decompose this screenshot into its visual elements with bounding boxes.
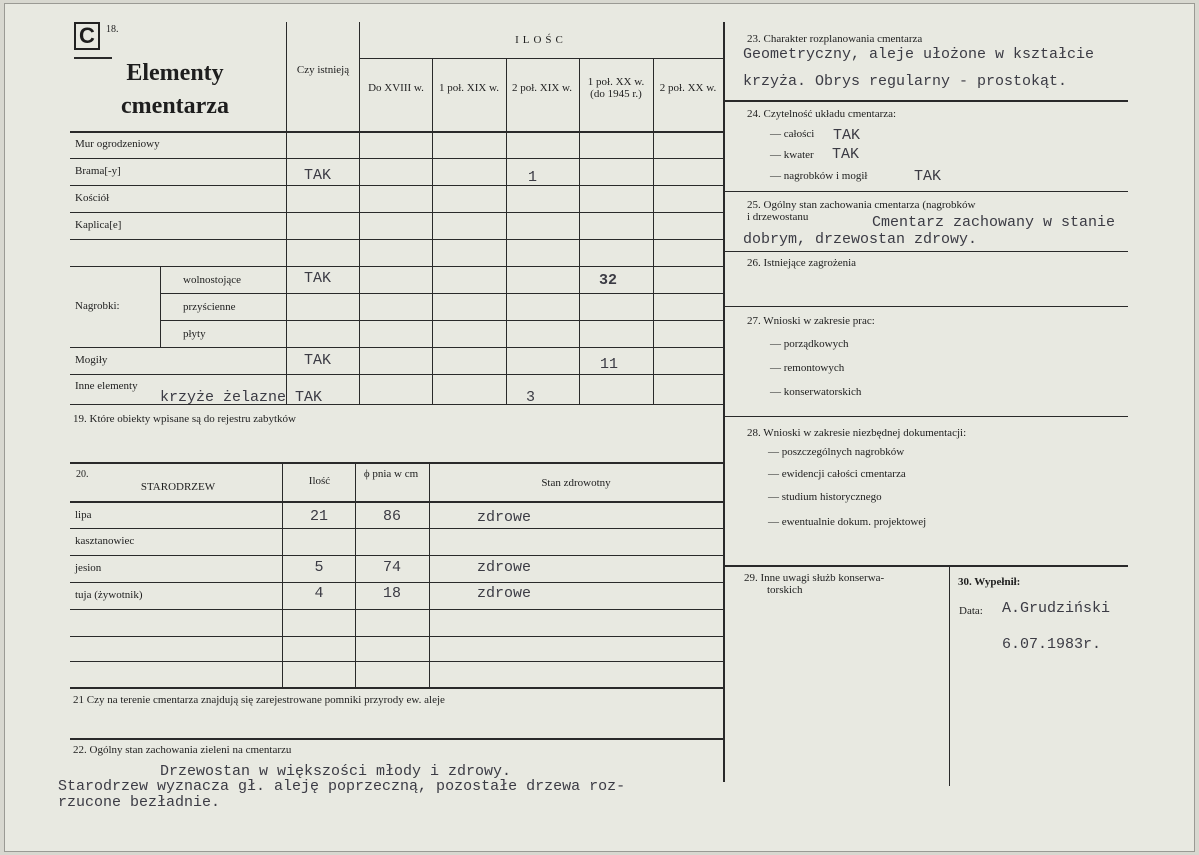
letter-underline bbox=[74, 57, 112, 59]
title-line-2: cmentarza bbox=[121, 93, 229, 119]
section-22-line3: rzucone bezładnie. bbox=[58, 794, 221, 811]
tree-name: jesion bbox=[75, 562, 102, 574]
section-25-line1: Cmentarz zachowany w stanie bbox=[872, 214, 1116, 231]
tree-state: zdrowe bbox=[477, 509, 532, 526]
tree-diam: 86 bbox=[382, 508, 401, 525]
section-25-label2: i drzewostanu bbox=[747, 211, 809, 223]
inne-value: krzyże żelazne TAK bbox=[160, 389, 323, 406]
section-27-label: 27. Wnioski w zakresie prac: bbox=[747, 315, 875, 327]
starodrzew-ilosc: Ilość bbox=[308, 475, 331, 487]
s28-item: — poszczególnych nagrobków bbox=[768, 446, 905, 458]
wolnostojace-tak: TAK bbox=[304, 270, 332, 287]
starodrzew-stan: Stan zdrowotny bbox=[541, 477, 611, 489]
section-30-label: 30. Wypełnił: bbox=[958, 576, 1021, 588]
brama-tak: TAK bbox=[304, 167, 332, 184]
row-kosciol: Kościół bbox=[75, 192, 110, 204]
section-24-label: 24. Czytelność układu cmentarza: bbox=[747, 108, 897, 120]
section-29-line2: torskich bbox=[767, 584, 803, 596]
row-brama: Brama[-y] bbox=[75, 165, 121, 177]
section-25-line2: dobrym, drzewostan zdrowy. bbox=[743, 231, 978, 248]
tree-count: 5 bbox=[314, 559, 324, 576]
s27-item: — porządkowych bbox=[770, 338, 849, 350]
tree-state: zdrowe bbox=[477, 559, 532, 576]
tree-state: zdrowe bbox=[477, 585, 532, 602]
s28-item: — studium historycznego bbox=[768, 491, 882, 503]
title-line-1: Elementy bbox=[126, 60, 224, 86]
tree-diam: 74 bbox=[382, 559, 401, 576]
wolnostojace-count: 32 bbox=[599, 272, 618, 289]
s24-kwater: — kwater bbox=[770, 149, 814, 161]
section-22-line1: Drzewostan w większości młody i zdrowy. bbox=[160, 763, 512, 780]
section-25-label1: 25. Ogólny stan zachowania cmentarza (nagrobków bbox=[747, 199, 976, 211]
section-26: 26. Istniejące zagrożenia bbox=[747, 257, 857, 269]
s28-item: — ewentualnie dokum. projektowej bbox=[768, 516, 927, 528]
tree-name: tuja (żywotnik) bbox=[75, 589, 143, 601]
section-29-line1: 29. Inne uwagi służb konserwa- bbox=[744, 572, 885, 584]
row-kaplica: Kaplica[e] bbox=[75, 219, 122, 231]
mogily-count: 11 bbox=[600, 356, 619, 373]
section-23-line2: krzyża. Obrys regularny - prostokąt. bbox=[743, 73, 1068, 90]
row-przyscienne: przyścienne bbox=[183, 301, 236, 313]
col-1pol-xix: 1 poł. XIX w. bbox=[438, 82, 500, 94]
tree-diam: 18 bbox=[382, 585, 401, 602]
section-22-label: 22. Ogólny stan zachowania zieleni na cmentarzu bbox=[73, 744, 292, 756]
col-do-xviii: Do XVIII w. bbox=[368, 82, 424, 94]
section-number: 18. bbox=[106, 24, 119, 35]
filled-by-name: A.Grudziński bbox=[1002, 600, 1111, 617]
s24-kwater-value: TAK bbox=[832, 146, 860, 163]
header-czy-istnieja: Czy istnieją bbox=[296, 64, 350, 76]
tree-count: 4 bbox=[314, 585, 324, 602]
row-plyty: płyty bbox=[183, 328, 206, 340]
tree-count: 21 bbox=[309, 508, 328, 525]
brama-count: 1 bbox=[528, 169, 538, 186]
row-wolnostojace: wolnostojące bbox=[183, 274, 242, 286]
section-22-line2: Starodrzew wyznacza gł. aleję poprzeczną, pozostałe drzewa roz- bbox=[58, 778, 626, 795]
header-ilosc: ILOŚC bbox=[515, 34, 567, 46]
starodrzew-title: STARODRZEW bbox=[140, 481, 216, 493]
section-28-label: 28. Wnioski w zakresie niezbędnej dokumentacji: bbox=[747, 427, 967, 439]
s27-item: — remontowych bbox=[770, 362, 845, 374]
row-inne: Inne elementy bbox=[75, 380, 138, 392]
section-19: 19. Które obiekty wpisane są do rejestru zabytków bbox=[73, 413, 296, 425]
inne-count: 3 bbox=[526, 389, 536, 406]
s27-item: — konserwatorskich bbox=[770, 386, 862, 398]
starodrzew-pnia: ϕ pnia w cm bbox=[363, 468, 419, 480]
filled-date: 6.07.1983r. bbox=[1002, 636, 1102, 653]
s24-calosci: — całości bbox=[770, 128, 815, 140]
s28-item: — ewidencji całości cmentarza bbox=[768, 468, 906, 480]
section-30-data-label: Data: bbox=[959, 605, 983, 617]
col-1pol-xx: 1 poł. XX w. (do 1945 r.) bbox=[587, 76, 645, 100]
s24-nagrobkow-value: TAK bbox=[914, 168, 942, 185]
row-mogily: Mogiły bbox=[75, 354, 108, 366]
section-21: 21 Czy na terenie cmentarza znajdują się zarejestrowane pomniki przyrody ew. aleje bbox=[73, 694, 445, 706]
tree-name: lipa bbox=[75, 509, 92, 521]
tree-name: kasztanowiec bbox=[75, 535, 135, 547]
mogily-tak: TAK bbox=[304, 352, 332, 369]
section-20-number: 20. bbox=[76, 469, 89, 480]
s24-nagrobkow: — nagrobków i mogił bbox=[770, 170, 868, 182]
s24-calosci-value: TAK bbox=[833, 127, 861, 144]
row-nagrobki: Nagrobki: bbox=[75, 300, 120, 312]
section-23-label: 23. Charakter rozplanowania cmentarza bbox=[747, 33, 923, 45]
col-2pol-xix: 2 poł. XIX w. bbox=[511, 82, 573, 94]
row-mur: Mur ogrodzeniowy bbox=[75, 138, 160, 150]
section-letter: C bbox=[74, 22, 100, 50]
section-23-line1: Geometryczny, aleje ułożone w kształcie bbox=[743, 46, 1095, 63]
col-2pol-xx: 2 poł. XX w. bbox=[659, 82, 717, 94]
